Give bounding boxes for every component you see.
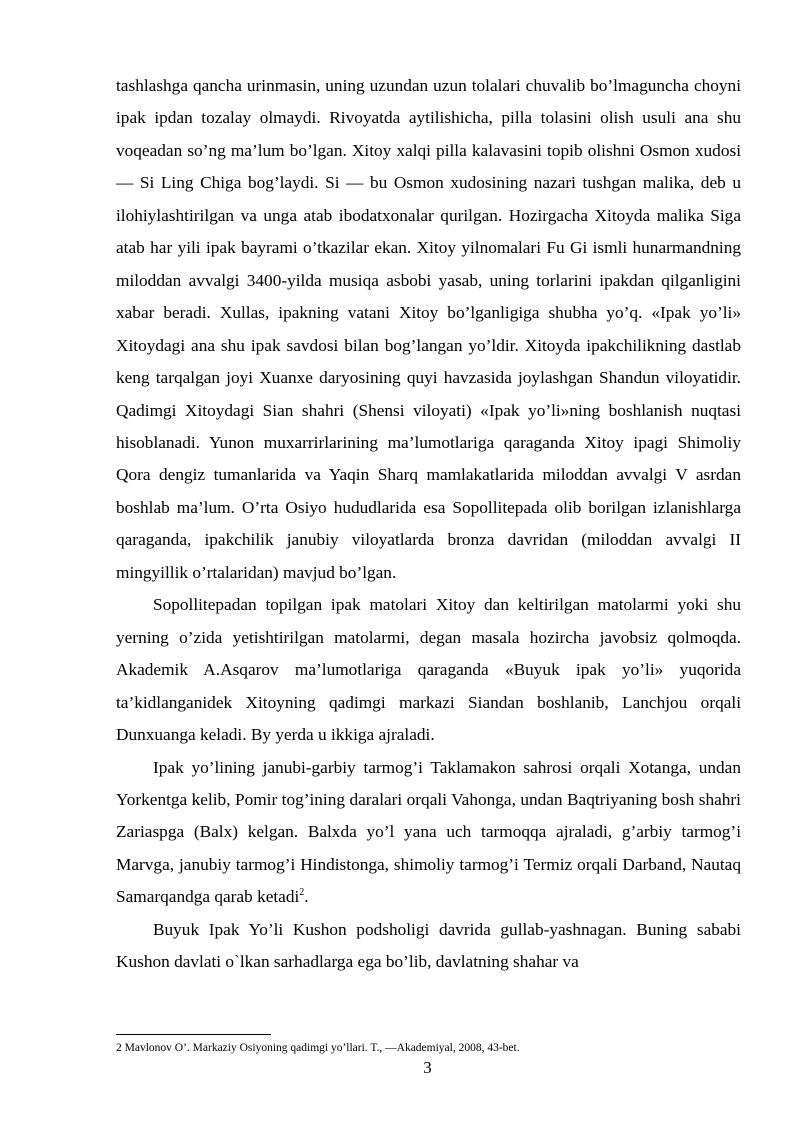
paragraph-4-text: Buyuk Ipak Yo’li Kushon podsholigi davrida gullab-yashnagan. Buning sababi Kushon davlati o`lkan sarhadlarga ega bo’lib, davlatning shahar va (116, 919, 741, 972)
paragraph-2 (116, 589, 741, 751)
footnote-separator (116, 1034, 271, 1035)
footnote-text: 2 Mavlonov O’. Markaziy Osiyoning qadimgi yo’llari. T., —Akademiyal, 2008, 43-bet. (116, 1042, 520, 1054)
page-number: 3 (423, 1058, 432, 1077)
paragraph-1 (116, 70, 741, 589)
paragraph-2-text: Sopollitepadan topilgan ipak matolari Xitoy dan keltirilgan matolarmi yoki shu yerning o’zida yetishtirilgan matolarmi, degan masala hozircha javobsiz qolmoqda. Akademik A.Asqarov ma’lumotlariga qaraganda «Buyuk ipak yo’li» yuqorida ta’kidlanganidek Xitoyning qadimgi markazi Siandan boshlanib, Lanchjou orqali Dunxuanga keladi. By yerda u ikkiga ajraladi. (116, 595, 741, 745)
footnote-reference[interactable]: 2 (299, 887, 305, 899)
paragraph-3 (116, 752, 741, 914)
main-text (116, 70, 741, 979)
paragraph-1-text: tashlashga qancha urinmasin, uning uzundan uzun tolalari chuvalib bo’lmaguncha choyni ipak ipdan tozalay olmaydi. Rivoyatda aytilishicha, pilla tolasini olish usuli ana shu voqeadan so’ng ma’lum bo’lgan. Xitoy xalqi pilla kalavasini topib olishni Osmon xudosi — Si Ling Chiga bog’laydi. Si — bu Osmon xudosining nazari tushgan malika, deb u ilohiylashtirilgan va unga atab ibodatxonalar qurilgan. Hozirgacha Xitoyda malika Siga atab har yili ipak bayrami o’tkazilar ekan. Xitoy yilnomalari Fu Gi ismli hunarmandning miloddan avvalgi 3400-yilda musiqa asbobi yasab, uning torlarini ipakdan qilganligini xabar beradi. Xullas, ipakning vatani Xitoy bo’lganligiga shubha yo’q. «Ipak yo’li» Xitoydagi ana shu ipak savdosi bilan bog’langan yo’ldir. Xitoyda ipakchilikning dastlab keng tarqalgan joyi Xuanxe daryosining quyi havzasida joylashgan Shandun viloyatidir. Qadimgi Xitoydagi Sian shahri (Shensi viloyati) «Ipak yo’li»ning boshlanish nuqtasi hisoblanadi. Yunon muxarrirlarining ma’lumotlariga qaraganda Xitoy ipagi Shimoliy Qora dengiz tumanlarida va Yaqin Sharq mamlakatlarida miloddan avvalgi V asrdan boshlab ma’lum. O’rta Osiyo hududlarida esa Sopollitepada olib borilgan izlanishlarga qaraganda, ipakchilik janubiy viloyatlarda bronza davridan (miloddan avvalgi II mingyillik o’rtalaridan) mavjud bo’lgan. (116, 76, 741, 582)
paragraph-3-end: . (304, 887, 309, 907)
footnote (116, 1041, 741, 1055)
paragraph-4 (116, 914, 741, 979)
paragraph-3-text: Ipak yo’lining janubi-garbiy tarmog’i Taklamakon sahrosi orqali Xotanga, undan Yorkentga kelib, Pomir tog’ining daralari orqali Vahonga, undan Baqtriyaning bosh shahri Zariaspga (Balx) kelgan. Balxda yo’l yana uch tarmoqqa ajraladi, g’arbiy tarmog’i Marvga, janubiy tarmog’i Hindistonga, shimoliy tarmog’i Termiz orqali Darband, Nautaq Samarqandga qarab ketadi (116, 757, 741, 907)
